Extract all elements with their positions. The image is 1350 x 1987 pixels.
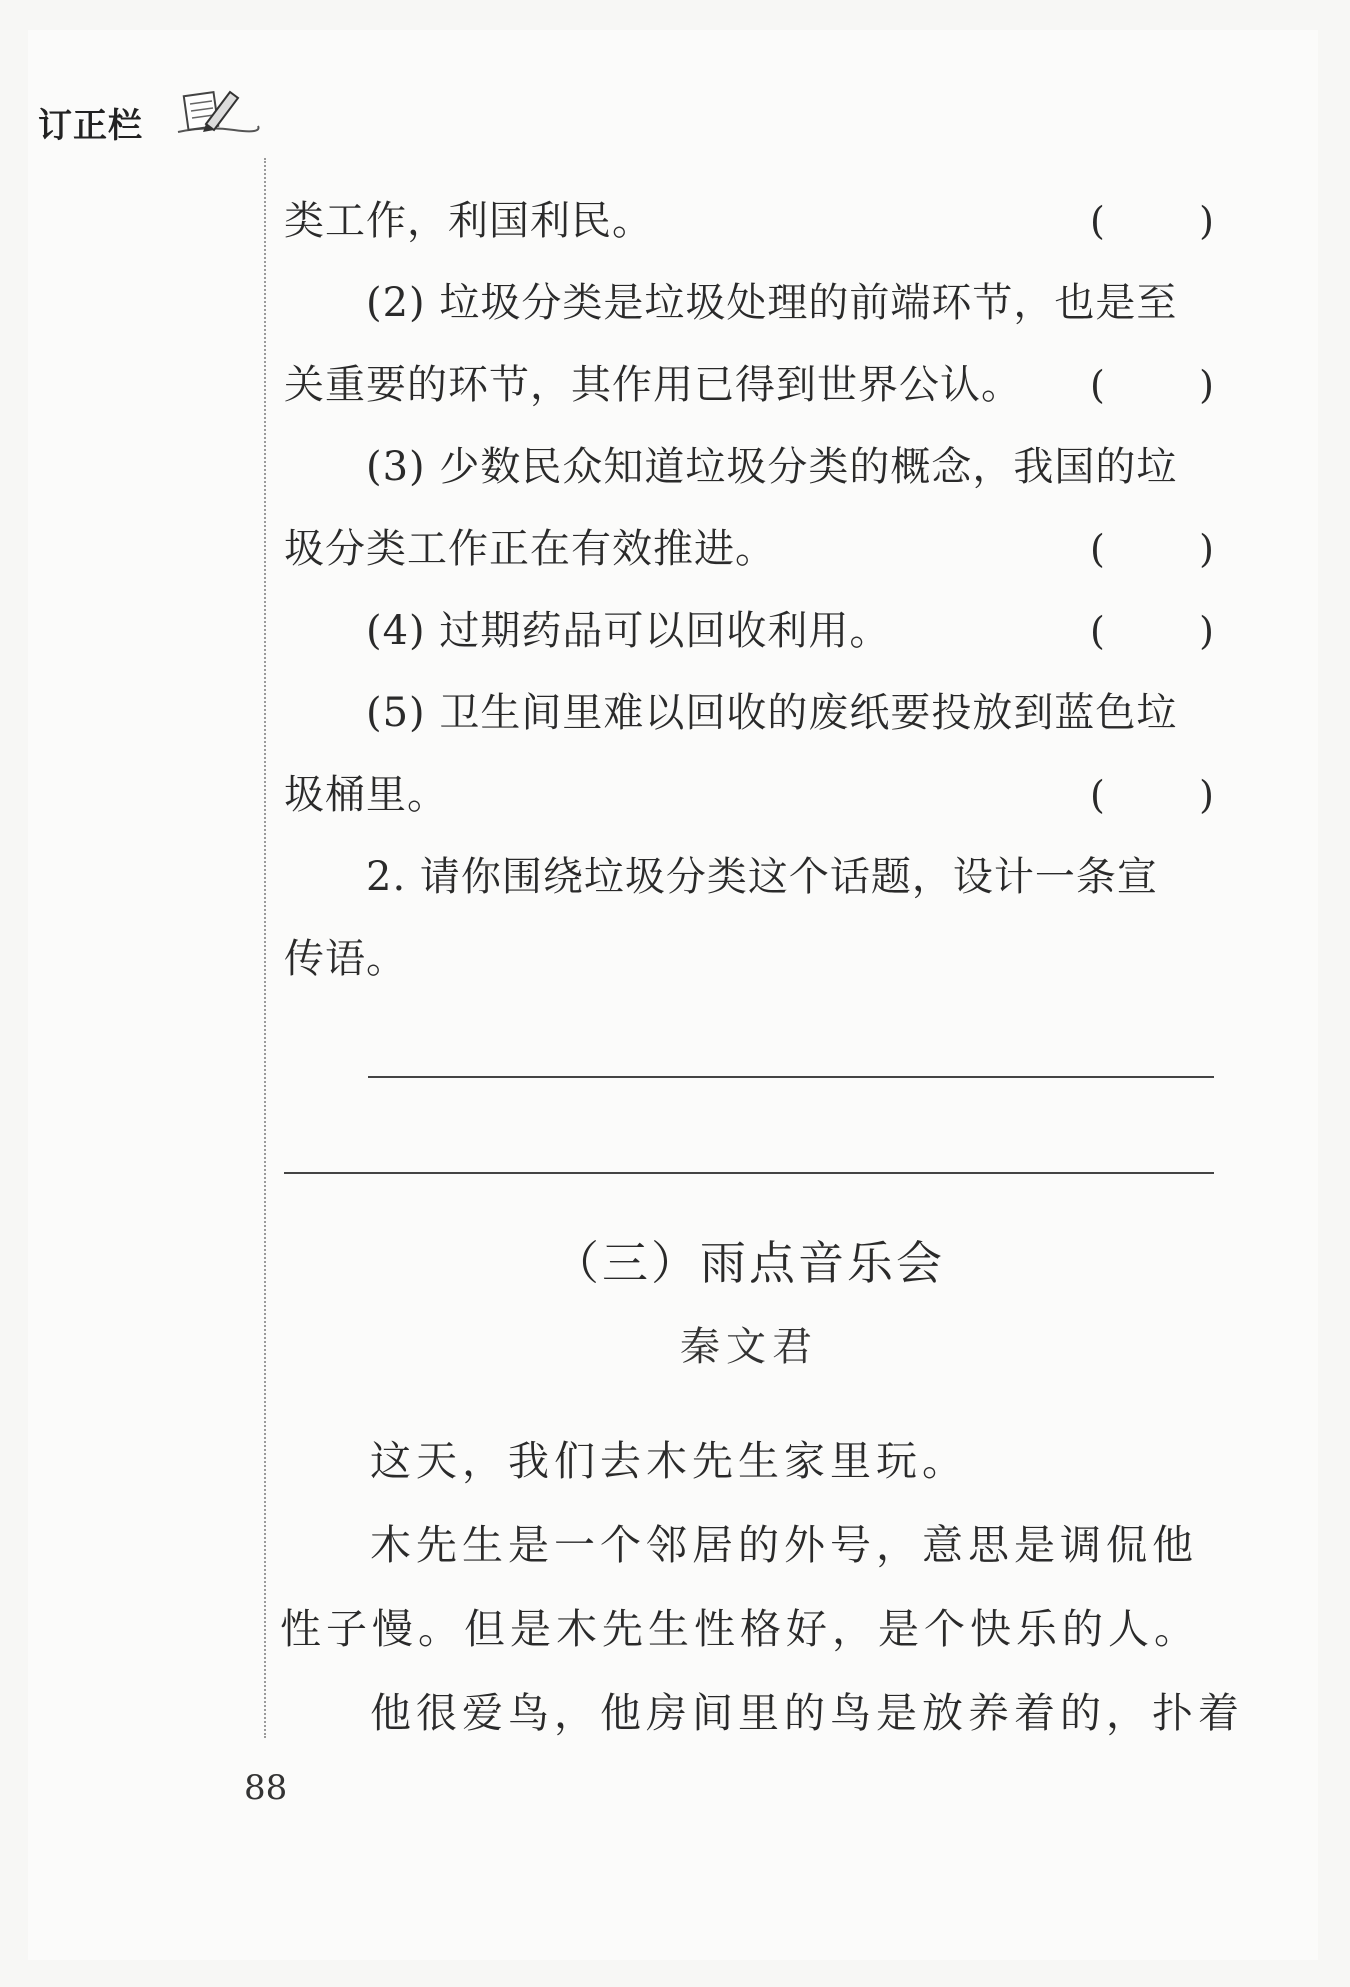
story-line-2: 木先生是一个邻居的外号，意思是调侃他 bbox=[370, 1521, 1198, 1569]
answer-parentheses-5[interactable] bbox=[1090, 760, 1214, 830]
exercise-item-5-line-1: (5) 卫生间里难以回收的废纸要投放到蓝色垃 bbox=[366, 690, 1178, 736]
answer-parentheses-2[interactable] bbox=[1090, 350, 1214, 420]
question-2-line-2: 传语。 bbox=[284, 936, 407, 982]
question-2-line-1: 2. 请你围绕垃圾分类这个话题，设计一条宣 bbox=[366, 854, 1158, 900]
margin-dotted-divider bbox=[264, 158, 266, 1738]
paren-open: ( bbox=[1090, 527, 1105, 571]
paren-open: ( bbox=[1090, 199, 1105, 243]
pencil-notebook-icon bbox=[176, 86, 260, 142]
page-number: 88 bbox=[244, 1768, 288, 1808]
paren-close: ) bbox=[1199, 609, 1214, 653]
paren-open: ( bbox=[1090, 609, 1105, 653]
section-author: 秦文君 bbox=[680, 1324, 818, 1370]
correction-column-label: 订正栏 bbox=[38, 106, 143, 146]
exercise-item-5-line-2: 圾桶里。 bbox=[284, 772, 448, 818]
exercise-item-2-line-1: (2) 垃圾分类是垃圾处理的前端环节，也是至 bbox=[366, 280, 1178, 326]
paren-close: ) bbox=[1199, 363, 1214, 407]
exercise-item-3-line-1: (3) 少数民众知道垃圾分类的概念，我国的垃 bbox=[366, 444, 1178, 490]
section-title: （三）雨点音乐会 bbox=[553, 1236, 945, 1290]
paren-close: ) bbox=[1199, 773, 1214, 817]
exercise-item-3-line-2: 圾分类工作正在有效推进。 bbox=[284, 526, 776, 572]
answer-parentheses-3[interactable] bbox=[1090, 514, 1214, 584]
answer-parentheses-1[interactable] bbox=[1090, 186, 1214, 256]
paren-open: ( bbox=[1090, 363, 1105, 407]
answer-writing-line-2[interactable] bbox=[284, 1172, 1214, 1174]
exercise-item-2-line-2: 关重要的环节，其作用已得到世界公认。 bbox=[284, 362, 1022, 408]
story-line-4: 他很爱鸟，他房间里的鸟是放养着的，扑着 bbox=[370, 1689, 1244, 1737]
story-line-3: 性子慢。但是木先生性格好，是个快乐的人。 bbox=[280, 1605, 1200, 1653]
exercise-line-1: 类工作，利国利民。 bbox=[284, 198, 653, 244]
answer-parentheses-4[interactable] bbox=[1090, 596, 1214, 666]
exercise-item-4-line-1: (4) 过期药品可以回收利用。 bbox=[366, 608, 891, 654]
answer-writing-line-1[interactable] bbox=[368, 1076, 1214, 1078]
paren-close: ) bbox=[1199, 199, 1214, 243]
paren-close: ) bbox=[1199, 527, 1214, 571]
paren-open: ( bbox=[1090, 773, 1105, 817]
story-line-1: 这天，我们去木先生家里玩。 bbox=[370, 1437, 968, 1485]
